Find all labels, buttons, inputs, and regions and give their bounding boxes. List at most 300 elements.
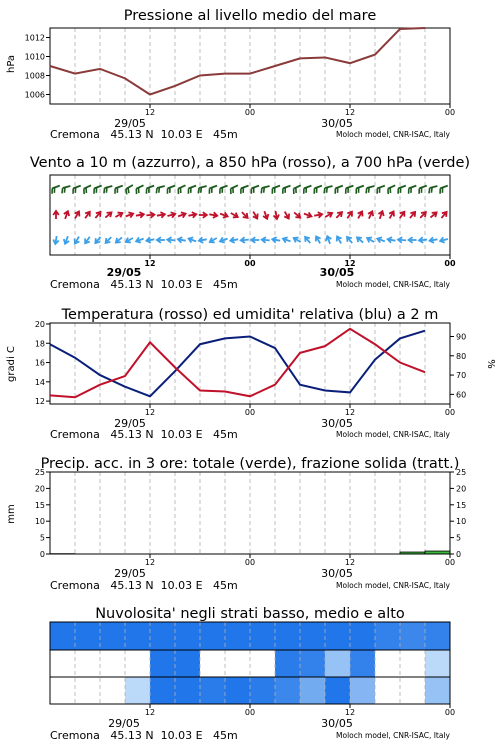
wind-barb bbox=[441, 212, 446, 218]
wind-barb-flag bbox=[369, 187, 370, 192]
wind-barb bbox=[136, 185, 143, 194]
x-tick-label: 00 bbox=[444, 408, 456, 417]
wind-barb-flag bbox=[431, 187, 432, 192]
wind-barb bbox=[220, 237, 228, 242]
wind-barb bbox=[440, 237, 448, 242]
wind-barb bbox=[261, 186, 269, 193]
wind-barb bbox=[136, 237, 144, 242]
wind-barb-shaft bbox=[388, 185, 395, 188]
wind-barb bbox=[156, 186, 164, 193]
wind-barb-flag bbox=[366, 188, 367, 193]
x-tick-label: 00 bbox=[444, 558, 456, 567]
precip-gridlines bbox=[75, 472, 425, 554]
y-tick-label: 5 bbox=[39, 533, 45, 543]
x-tick-label: 12 bbox=[344, 259, 356, 268]
wind-barb bbox=[430, 212, 436, 217]
x-tick-label: 00 bbox=[444, 108, 456, 117]
wind-barb bbox=[410, 212, 415, 218]
wind-barb-shaft bbox=[168, 186, 176, 189]
x-tick-label: 12 bbox=[144, 408, 156, 417]
temperature-panel bbox=[6, 307, 496, 441]
x-tick-label: 12 bbox=[344, 558, 356, 567]
cloud-cell bbox=[425, 677, 450, 704]
wind-barb bbox=[273, 211, 279, 219]
cloud-cell bbox=[250, 622, 275, 650]
wind-barb bbox=[85, 237, 90, 244]
cloud-cell bbox=[75, 622, 100, 650]
wind-barb bbox=[262, 237, 270, 243]
y-tick-label: 90 bbox=[456, 332, 467, 342]
x-tick-label: 00 bbox=[444, 708, 456, 717]
wind-barb bbox=[198, 186, 206, 193]
wind-barb bbox=[231, 185, 238, 194]
wind-barb-flag bbox=[327, 187, 328, 192]
wind-barb bbox=[94, 186, 102, 194]
wind-station-info: Cremona 45.13 N 10.03 E 45m bbox=[50, 278, 238, 291]
wind-barb-shaft bbox=[409, 186, 417, 189]
cloud-cell bbox=[375, 650, 400, 677]
cloud-cell bbox=[150, 677, 175, 704]
cloud-cell bbox=[50, 622, 75, 650]
wind-barb-flag bbox=[128, 188, 129, 193]
x-tick-label: 00 bbox=[244, 408, 256, 417]
wind-barb bbox=[62, 186, 70, 193]
y-tick-label: 18 bbox=[34, 339, 45, 349]
wind-barb-shaft bbox=[105, 186, 113, 188]
wind-barb bbox=[336, 212, 342, 218]
precip-title: Precip. acc. in 3 ore: totale (verde), frazione solida (tratt.) bbox=[40, 456, 460, 472]
y-tick-label: 10 bbox=[456, 517, 467, 527]
cloud-panel bbox=[50, 606, 455, 742]
y-tick-label: 10 bbox=[34, 517, 45, 527]
x-tick-label: 00 bbox=[444, 259, 456, 268]
cloud-cell bbox=[375, 622, 400, 650]
y-tick-label: 25 bbox=[34, 468, 45, 477]
wind-barb bbox=[337, 237, 342, 244]
wind-barb bbox=[400, 212, 405, 219]
wind-barb bbox=[157, 237, 165, 243]
precip-ylabel: mm bbox=[6, 504, 17, 524]
wind-barb bbox=[304, 186, 312, 194]
cloud-cell bbox=[325, 650, 350, 677]
wind-barb-flag bbox=[104, 188, 105, 193]
y-tick-label: 15 bbox=[456, 500, 467, 510]
wind-barb bbox=[251, 237, 259, 243]
wind-barb bbox=[388, 237, 396, 243]
wind-barb bbox=[220, 212, 228, 217]
wind-barb bbox=[398, 186, 406, 194]
wind-barb bbox=[178, 237, 186, 243]
wind-barb-shaft bbox=[419, 186, 427, 189]
wind-barb bbox=[272, 237, 280, 243]
wind-model-credit: Moloch model, CNR-ISAC, Italy bbox=[336, 280, 450, 289]
cloud-cell bbox=[150, 622, 175, 650]
wind-barb bbox=[366, 186, 374, 193]
wind-barb bbox=[357, 237, 363, 242]
wind-barb-shaft bbox=[63, 186, 71, 188]
wind-barb bbox=[420, 212, 426, 218]
y-tick-label: 16 bbox=[34, 358, 45, 368]
cloud-cell bbox=[200, 650, 225, 677]
cloud-cell bbox=[175, 677, 200, 704]
cloud-cell bbox=[100, 622, 125, 650]
y-tick-label: 5 bbox=[456, 533, 462, 543]
wind-barb bbox=[429, 186, 437, 193]
wind-barb bbox=[367, 238, 374, 243]
wind-barb bbox=[75, 212, 80, 219]
cloud-cell bbox=[125, 677, 150, 704]
cloud-date-label-2: 30/05 bbox=[321, 717, 353, 730]
cloud-title: Nuvolosita' negli strati basso, medio e alto bbox=[95, 606, 405, 622]
wind-barb bbox=[388, 185, 395, 194]
x-tick-label: 12 bbox=[344, 408, 356, 417]
wind-barb bbox=[188, 212, 196, 218]
pressure-panel bbox=[6, 8, 455, 141]
wind-barb bbox=[157, 212, 165, 218]
pressure-xticks bbox=[145, 104, 455, 117]
wind-barb bbox=[53, 236, 59, 244]
cloud-cell bbox=[325, 622, 350, 650]
wind-barb-shaft bbox=[178, 185, 185, 188]
wind-barb-flag bbox=[156, 188, 157, 193]
precip-date-label-2: 30/05 bbox=[321, 567, 353, 580]
cloud-cell bbox=[50, 650, 75, 677]
wind-barb bbox=[242, 212, 248, 218]
wind-barb bbox=[253, 212, 258, 219]
wind-barb-shaft bbox=[126, 185, 133, 189]
y-tick-label: 20 bbox=[456, 484, 467, 494]
wind-barb-shaft bbox=[84, 185, 91, 188]
wind-barb-flag bbox=[264, 187, 265, 192]
wind-barb bbox=[241, 237, 249, 243]
wind-barb-shaft bbox=[377, 186, 385, 189]
wind-barb-shaft bbox=[52, 186, 60, 189]
cloud-cell bbox=[100, 677, 125, 704]
wind-barb bbox=[305, 237, 310, 243]
wind-barb-flag bbox=[106, 187, 107, 192]
x-tick-label: 12 bbox=[144, 108, 156, 117]
wind-barb bbox=[326, 236, 331, 244]
wind-barb bbox=[84, 185, 91, 194]
precip-date-label-1: 29/05 bbox=[114, 567, 146, 580]
cloud-cell bbox=[225, 650, 250, 677]
y-tick-label: 80 bbox=[456, 351, 467, 361]
cloud-cell bbox=[200, 622, 225, 650]
wind-barb bbox=[209, 186, 217, 194]
wind-barb-flag bbox=[64, 187, 65, 192]
wind-barb bbox=[335, 186, 343, 194]
cloud-cell bbox=[225, 677, 250, 704]
cloud-cell bbox=[425, 650, 450, 677]
wind-barb bbox=[106, 237, 112, 243]
wind-barb-shaft bbox=[220, 186, 228, 189]
wind-barb-shaft bbox=[356, 186, 364, 189]
cloud-station-info: Cremona 45.13 N 10.03 E 45m bbox=[50, 729, 238, 742]
wind-xticks bbox=[144, 255, 456, 268]
wind-barb bbox=[356, 186, 364, 194]
wind-barb bbox=[284, 212, 289, 219]
wind-barb bbox=[325, 213, 332, 218]
cloud-cell bbox=[375, 677, 400, 704]
wind-barb bbox=[178, 185, 185, 194]
y-tick-label: 14 bbox=[34, 377, 45, 387]
y-tick-label: 0 bbox=[456, 550, 462, 559]
wind-date-label-1: 29/05 bbox=[106, 266, 142, 279]
y-tick-label: 20 bbox=[34, 484, 45, 494]
wind-barb-shaft bbox=[199, 186, 207, 188]
wind-barb bbox=[378, 211, 383, 219]
y-tick-label: 12 bbox=[34, 397, 45, 407]
temperature-station-info: Cremona 45.13 N 10.03 E 45m bbox=[50, 428, 238, 441]
wind-barb bbox=[389, 212, 394, 219]
cloud-cell bbox=[350, 677, 375, 704]
wind-barb bbox=[75, 237, 80, 244]
wind-barb-flag bbox=[159, 187, 160, 192]
temperature-model-credit: Moloch model, CNR-ISAC, Italy bbox=[336, 430, 450, 439]
wind-barb bbox=[419, 237, 427, 243]
wind-barb bbox=[347, 237, 352, 243]
wind-barb bbox=[115, 213, 122, 218]
wind-barb bbox=[272, 186, 280, 194]
wind-barb-shaft bbox=[346, 186, 354, 189]
wind-barb bbox=[53, 211, 59, 219]
y-tick-label: 25 bbox=[456, 468, 467, 477]
wind-barb-shaft bbox=[94, 186, 102, 189]
cloud-cell bbox=[150, 650, 175, 677]
wind-barb bbox=[398, 237, 406, 243]
wind-barb bbox=[346, 186, 354, 194]
precip-panel bbox=[6, 456, 466, 592]
pressure-title: Pressione al livello medio del mare bbox=[123, 8, 377, 24]
x-tick-label: 12 bbox=[144, 708, 156, 717]
wind-barb bbox=[64, 211, 69, 219]
cloud-cell bbox=[250, 650, 275, 677]
wind-barb bbox=[368, 211, 373, 218]
wind-barb bbox=[314, 212, 322, 218]
wind-barb bbox=[230, 237, 238, 243]
wind-barb bbox=[167, 212, 175, 217]
cloud-cell bbox=[125, 622, 150, 650]
wind-barb-shaft bbox=[251, 186, 259, 189]
cloud-xticks bbox=[145, 704, 455, 717]
cloud-cell bbox=[125, 650, 150, 677]
wind-barb-flag bbox=[198, 188, 199, 193]
wind-barb bbox=[409, 186, 417, 194]
wind-barb bbox=[241, 186, 249, 194]
wind-barb bbox=[126, 212, 134, 217]
cloud-cell bbox=[175, 650, 200, 677]
precip-plot-frame bbox=[50, 472, 450, 554]
wind-barb-shaft bbox=[314, 186, 322, 189]
x-tick-label: 12 bbox=[144, 259, 156, 268]
cloud-cell bbox=[300, 650, 325, 677]
cloud-cell bbox=[75, 677, 100, 704]
wind-barb-shaft bbox=[115, 186, 123, 189]
wind-barb-shaft bbox=[304, 186, 312, 189]
wind-barb-shaft bbox=[241, 186, 249, 189]
wind-barb-shaft bbox=[283, 186, 291, 189]
wind-barb bbox=[116, 237, 122, 242]
pressure-date-label-2: 30/05 bbox=[321, 117, 353, 130]
temperature-plot-frame bbox=[50, 323, 450, 404]
wind-panel bbox=[30, 155, 470, 291]
pressure-ylabel: hPa bbox=[6, 54, 17, 74]
humidity-yticks bbox=[450, 333, 466, 400]
y-tick-label: 1010 bbox=[24, 52, 45, 62]
wind-barbs bbox=[52, 185, 448, 244]
wind-barb bbox=[409, 237, 417, 243]
wind-barb bbox=[316, 237, 321, 244]
wind-barb bbox=[189, 237, 197, 242]
wind-barb-flag bbox=[261, 188, 262, 193]
y-tick-label: 0 bbox=[39, 550, 45, 559]
cloud-cell bbox=[75, 650, 100, 677]
wind-barb-flag bbox=[201, 187, 202, 192]
wind-barb bbox=[263, 211, 268, 219]
wind-barb bbox=[136, 212, 144, 218]
precip-model-credit: Moloch model, CNR-ISAC, Italy bbox=[336, 581, 450, 590]
wind-barb bbox=[105, 212, 111, 217]
wind-barb-flag bbox=[126, 189, 127, 194]
pressure-line bbox=[50, 28, 425, 95]
wind-barb-shaft bbox=[440, 186, 448, 189]
cloud-cell bbox=[325, 677, 350, 704]
wind-barb bbox=[85, 212, 90, 219]
cloud-cell bbox=[400, 622, 425, 650]
wind-barb bbox=[283, 186, 291, 194]
pressure-gridlines bbox=[75, 28, 425, 104]
wind-barb-shaft bbox=[262, 186, 270, 188]
cloud-cell bbox=[275, 622, 300, 650]
cloud-date-label-1: 29/05 bbox=[108, 717, 140, 730]
cloud-cell bbox=[200, 677, 225, 704]
x-tick-label: 00 bbox=[244, 108, 256, 117]
wind-barb-flag bbox=[62, 188, 63, 193]
wind-barb bbox=[178, 212, 186, 217]
pressure-yticks bbox=[25, 34, 50, 100]
wind-barb bbox=[419, 186, 427, 194]
x-tick-label: 12 bbox=[344, 708, 356, 717]
y-tick-label: 1006 bbox=[24, 90, 45, 100]
y-tick-label: 70 bbox=[456, 371, 467, 381]
x-tick-label: 12 bbox=[344, 108, 356, 117]
wind-barb-shaft bbox=[210, 186, 218, 189]
pressure-model-credit: Moloch model, CNR-ISAC, Italy bbox=[336, 130, 450, 139]
temperature-line bbox=[50, 329, 425, 397]
wind-barb bbox=[64, 236, 69, 244]
x-tick-label: 00 bbox=[244, 708, 256, 717]
wind-barb bbox=[251, 186, 259, 194]
wind-barb-shaft bbox=[157, 186, 165, 188]
x-tick-label: 00 bbox=[244, 558, 256, 567]
precip-xticks bbox=[145, 554, 455, 567]
x-tick-label: 00 bbox=[244, 259, 256, 268]
wind-barb bbox=[283, 237, 291, 242]
y-tick-label: 1008 bbox=[24, 71, 45, 81]
wind-barb bbox=[167, 237, 175, 243]
wind-barb bbox=[314, 186, 322, 194]
wind-barb bbox=[220, 186, 228, 194]
wind-barb bbox=[231, 213, 238, 218]
precip-yticks-right bbox=[450, 468, 466, 559]
wind-barb-flag bbox=[324, 188, 325, 193]
wind-barb bbox=[167, 186, 175, 194]
wind-title: Vento a 10 m (azzurro), a 850 hPa (rosso), a 700 hPa (verde) bbox=[29, 155, 471, 171]
temperature-date-label-2: 30/05 bbox=[321, 417, 353, 430]
temperature-yticks bbox=[35, 320, 50, 406]
wind-barb bbox=[188, 186, 196, 194]
wind-barb-shaft bbox=[147, 186, 155, 189]
cloud-cells bbox=[50, 622, 450, 704]
cloud-cell bbox=[275, 677, 300, 704]
wind-barb-flag bbox=[429, 188, 430, 193]
temperature-date-label-1: 29/05 bbox=[114, 417, 146, 430]
wind-barb bbox=[294, 212, 300, 217]
pressure-station-info: Cremona 45.13 N 10.03 E 45m bbox=[50, 128, 238, 141]
wind-barb bbox=[126, 238, 133, 243]
wind-barb bbox=[430, 237, 438, 243]
y-tick-label: 15 bbox=[34, 500, 45, 510]
precip-yticks bbox=[35, 468, 50, 559]
cloud-cell bbox=[50, 677, 75, 704]
wind-barb-shaft bbox=[367, 186, 375, 188]
wind-barb-shaft bbox=[294, 185, 301, 188]
cloud-cell bbox=[275, 650, 300, 677]
cloud-cell bbox=[175, 622, 200, 650]
x-tick-label: 12 bbox=[144, 558, 156, 567]
cloud-cell bbox=[250, 677, 275, 704]
cloud-cell bbox=[100, 650, 125, 677]
wind-barb-shaft bbox=[231, 185, 238, 188]
cloud-cell bbox=[350, 622, 375, 650]
wind-barb-shaft bbox=[325, 186, 333, 188]
wind-barb bbox=[209, 212, 217, 218]
wind-barb-shaft bbox=[136, 185, 143, 188]
cloud-cell bbox=[400, 677, 425, 704]
wind-barb bbox=[324, 186, 332, 193]
wind-barb-shaft bbox=[430, 186, 438, 188]
cloud-cell bbox=[225, 622, 250, 650]
wind-barb bbox=[358, 212, 363, 219]
wind-barb-shaft bbox=[272, 186, 280, 189]
y-tick-label: 1012 bbox=[24, 33, 45, 43]
wind-barb bbox=[440, 186, 448, 194]
wind-barb bbox=[146, 212, 154, 218]
wind-date-label-2: 30/05 bbox=[319, 266, 355, 279]
temperature-xticks bbox=[145, 404, 455, 417]
wind-barb bbox=[377, 237, 385, 242]
y-tick-label: 60 bbox=[456, 390, 467, 400]
precip-station-info: Cremona 45.13 N 10.03 E 45m bbox=[50, 579, 238, 592]
humidity-ylabel: % bbox=[485, 359, 496, 369]
wind-barb-shaft bbox=[73, 186, 81, 189]
wind-barb-shaft bbox=[335, 186, 343, 189]
cloud-cell bbox=[300, 677, 325, 704]
wind-barb bbox=[115, 186, 123, 194]
wind-barb bbox=[377, 186, 385, 194]
cloud-model-credit: Moloch model, CNR-ISAC, Italy bbox=[336, 731, 450, 740]
cloud-cell bbox=[400, 650, 425, 677]
wind-barb bbox=[126, 185, 133, 194]
cloud-cell bbox=[425, 622, 450, 650]
temperature-title: Temperatura (rosso) ed umidita' relativa (blu) a 2 m bbox=[61, 307, 439, 323]
wind-barb bbox=[304, 212, 312, 217]
temperature-ylabel: gradi C bbox=[6, 346, 17, 382]
wind-barb bbox=[73, 186, 81, 194]
cloud-cell bbox=[300, 622, 325, 650]
wind-barb bbox=[52, 186, 60, 194]
wind-barb bbox=[104, 186, 112, 193]
